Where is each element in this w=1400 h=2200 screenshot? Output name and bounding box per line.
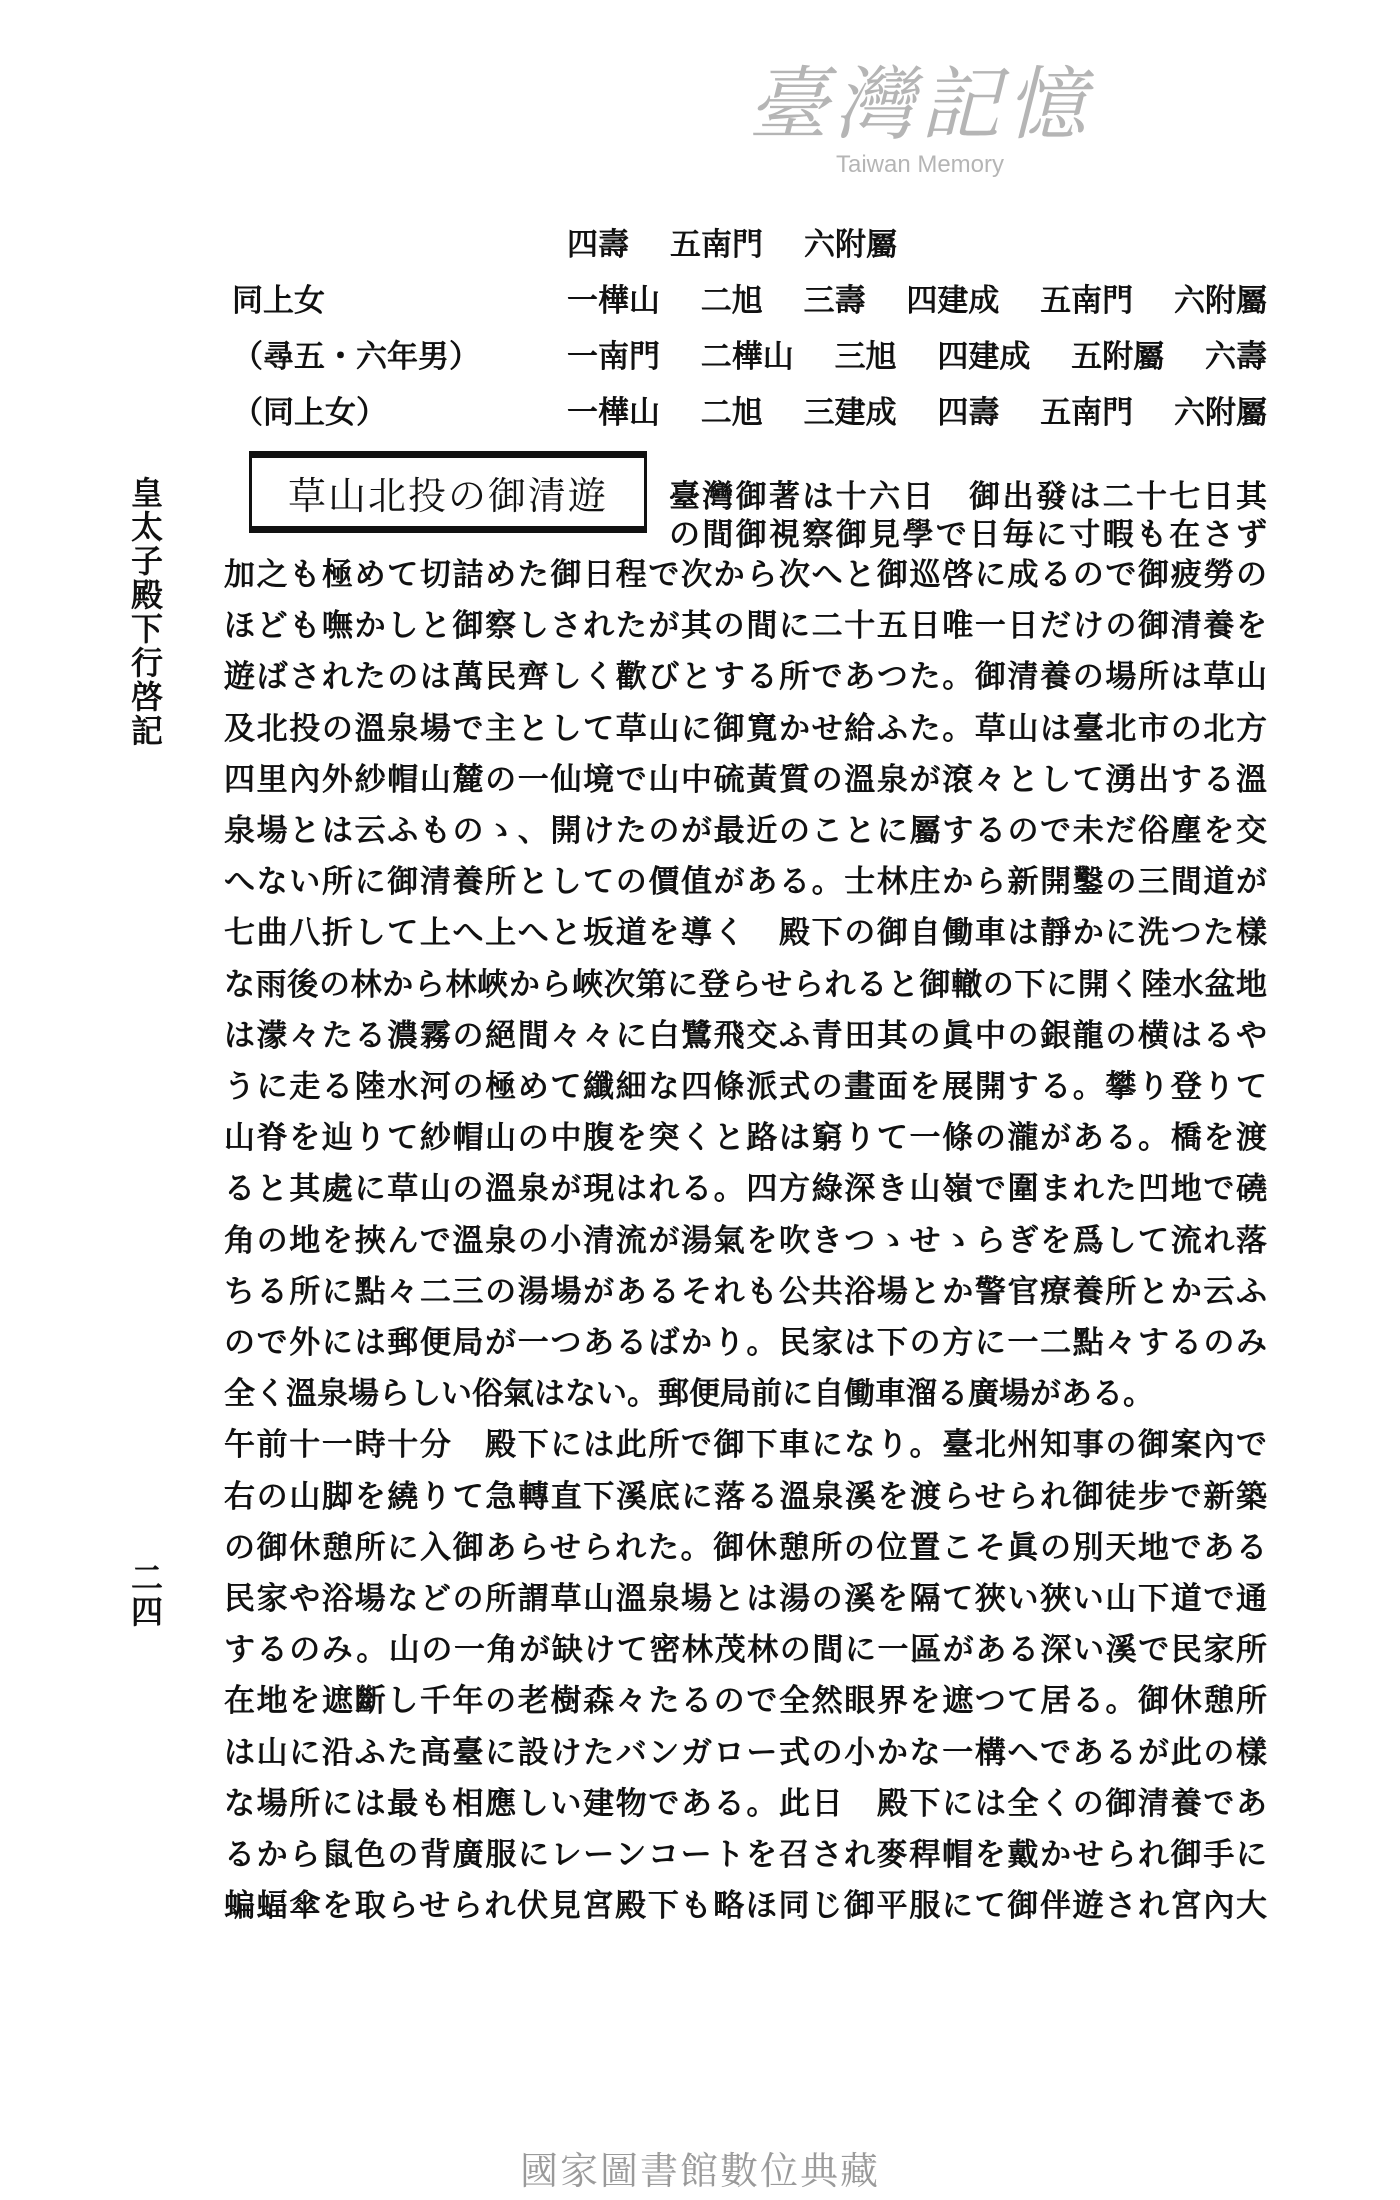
text-line: 午前十一時十分 殿下には此所で御下車になり。臺北州知事の御案內で <box>224 1427 1267 1464</box>
ranking-row-label: （同上女） <box>232 395 387 431</box>
text-line: うに走る陸水河の極めて纖細な四條派式の畫面を展開する。攀り登りて <box>224 1069 1267 1105</box>
text-line: るから鼠色の背廣服にレーンコートを召され麥稈帽を戴かせられ御手に <box>224 1837 1267 1873</box>
text-line: 及北投の溫泉場で主として草山に御寬かせ給ふた。草山は臺北市の北方 <box>224 710 1267 747</box>
section-title: 草山北投の御清遊 <box>287 473 608 518</box>
ranking-head <box>567 225 897 265</box>
footer-credit: 國家圖書館數位典藏 <box>519 2149 880 2193</box>
ranking-item: 四建成 <box>937 339 1031 375</box>
ranking-item: 五附屬 <box>1071 339 1165 375</box>
text-line: は山に沿ふた高臺に設けたバンガロー式の小かな一構へであるが此の樣 <box>224 1734 1267 1771</box>
text-line: は濛々たる濃霧の絕間々々に白鷺飛交ふ青田其の眞中の銀龍の横はるや <box>224 1017 1267 1054</box>
text-line: な場所には最も相應しい建物である。此日 殿下には全くの御清養であ <box>224 1785 1267 1822</box>
text-line: 加之も極めて切詰めた御日程で次から次へと御巡啓に成るので御疲勞の <box>224 557 1267 593</box>
text-line: 民家や浴場などの所謂草山溫泉場とは湯の溪を隔て狹い狹い山下道で通 <box>224 1581 1267 1617</box>
ranking-item: 一樺山 <box>567 395 660 431</box>
running-title: 皇太子殿下行啓記 <box>126 476 164 748</box>
text-line: 蝙蝠傘を取らせられ伏見宮殿下も略ほ同じ御平服にて御伴遊され宮內大 <box>224 1888 1267 1925</box>
ranking-item: 三建成 <box>803 395 897 431</box>
ranking-item: 一南門 <box>567 339 660 375</box>
text-line: 山脊を辿りて紗帽山の中腹を突くと路は窮りて一條の瀧がある。橋を渡 <box>224 1120 1267 1157</box>
watermark-logo: 臺灣記憶 <box>748 58 1092 151</box>
watermark <box>700 60 1140 180</box>
text-line: 角の地を挾んで溫泉の小清流が湯氣を吹きつゝせゝらぎを爲して流れ落 <box>224 1222 1267 1259</box>
text-line: ほども嘸かしと御察しされたが其の間に二十五日唯一日だけの御清養を <box>224 608 1267 645</box>
ranking-item: 四壽 <box>937 395 1000 431</box>
text-line: ちる所に點々二三の湯場があるそれも公共浴場とか警官療養所とか云ふ <box>224 1273 1267 1310</box>
ranking-item: 五南門 <box>1040 395 1134 431</box>
page-number: 二四 <box>126 1561 164 1629</box>
ranking-row-label: （尋五・六年男） <box>232 339 480 375</box>
text-line: 在地を遮斷し千年の老樹森々たるので全然眼界を遮つて居る。御休憩所 <box>224 1683 1267 1720</box>
ranking-item: 一樺山 <box>567 283 660 319</box>
section-title-box <box>249 451 647 533</box>
ranking-item: 六附屬 <box>804 227 897 263</box>
text-line: の御休憩所に入御あらせられた。御休憩所の位置こそ眞の別天地である <box>224 1529 1267 1566</box>
text-line: するのみ。山の一角が缺けて密林茂林の間に一區がある深い溪で民家所 <box>224 1632 1267 1669</box>
ranking-row-label: 同上女 <box>232 283 325 319</box>
ranking-row <box>567 393 1267 433</box>
text-line: 臺灣御著は十六日 御出發は二十七日其 <box>669 479 1267 515</box>
text-line: へない所に御清養所としての價值がある。士林庄から新開鑿の三間道が <box>224 864 1267 901</box>
ranking-item: 六附屬 <box>1173 395 1267 431</box>
ranking-item: 五南門 <box>1040 283 1134 319</box>
ranking-item: 六壽 <box>1204 339 1267 375</box>
ranking-item: 四建成 <box>906 283 1000 319</box>
ranking-row <box>567 281 1267 321</box>
ranking-item: 四壽 <box>567 227 629 263</box>
ranking-row <box>567 337 1267 377</box>
text-line: 七曲八折して上へ上へと坂道を導く 殿下の御自働車は靜かに洗つた樣 <box>224 915 1267 952</box>
ranking-item: 六附屬 <box>1173 283 1267 319</box>
ranking-item: 二旭 <box>700 395 763 431</box>
text-line: 泉場とは云ふものゝ、開けたのが最近のことに屬するので未だ俗塵を交 <box>224 813 1267 849</box>
watermark-logo-en: Taiwan Memory <box>835 151 1005 178</box>
text-line: ると其處に草山の溫泉が現はれる。四方綠深き山嶺で圍まれた凹地で磽 <box>224 1171 1267 1208</box>
text-line: 全く溫泉場らしい俗氣はない。郵便局前に自働車溜る廣場がある。 <box>224 1376 1154 1413</box>
ranking-item: 五南門 <box>670 227 763 263</box>
text-line: な雨後の林から林峽から峽次第に登らせられると御轍の下に開く陸水盆地 <box>224 966 1267 1003</box>
text-line: の間御視察御見學で日毎に寸暇も在さず <box>669 517 1267 553</box>
ranking-item: 二旭 <box>700 283 763 319</box>
text-line: 四里內外紗帽山麓の一仙境で山中硫黃質の溫泉が滾々として湧出する溫 <box>224 761 1267 798</box>
text-line: 右の山脚を繞りて急轉直下溪底に落る溫泉溪を渡らせられ御徒步で新築 <box>224 1478 1267 1515</box>
ranking-item: 三壽 <box>803 283 866 319</box>
ranking-item: 二樺山 <box>700 339 794 375</box>
text-line: 遊ばされたのは萬民齊しく歡びとする所であつた。御清養の場所は草山 <box>224 659 1267 696</box>
text-line: ので外には郵便局が一つあるばかり。民家は下の方に一二點々するのみ <box>224 1325 1267 1361</box>
ranking-item: 三旭 <box>834 339 897 375</box>
